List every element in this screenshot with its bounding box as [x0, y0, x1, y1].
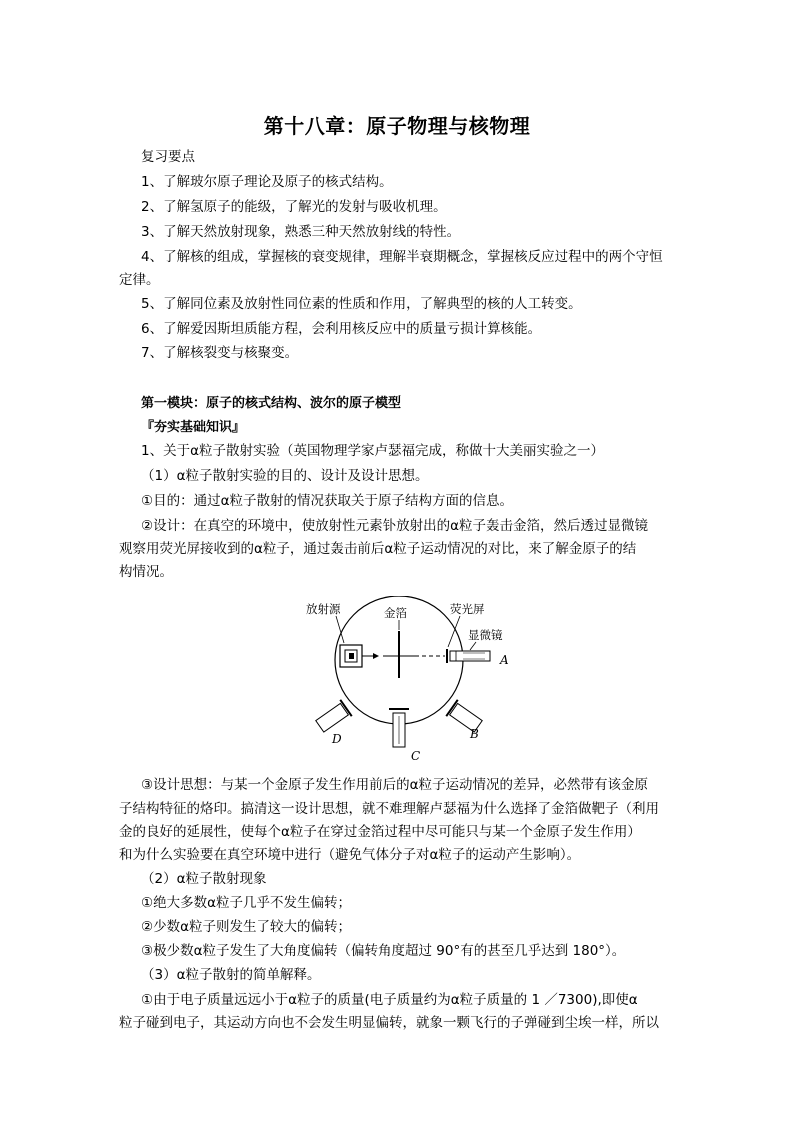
review-item-continued: 定律。: [119, 272, 160, 288]
paragraph: （2）α粒子散射现象: [141, 871, 267, 887]
review-item: 1、了解玻尔原子理论及原子的核式结构。: [141, 174, 393, 190]
paragraph-continued: 金的良好的延展性，使每个α粒子在穿过金箔过程中尽可能只与某一个金原子发生作用）: [119, 824, 641, 840]
review-item: 3、了解天然放射现象，熟悉三种天然放射线的特性。: [141, 224, 461, 240]
paragraph: ①绝大多数α粒子几乎不发生偏转；: [141, 895, 352, 911]
paragraph: ②少数α粒子则发生了较大的偏转；: [141, 919, 352, 935]
letter-c: C: [411, 749, 421, 763]
review-heading: 复习要点: [141, 149, 195, 165]
paragraph: 1、关于α粒子散射实验（英国物理学家卢瑟福完成，称做十大美丽实验之一）: [141, 443, 604, 459]
review-item: 4、了解核的组成，掌握核的衰变规律，理解半衰期概念，掌握核反应过程中的两个守恒: [141, 249, 663, 265]
paragraph: ①目的：通过α粒子散射的情况获取关于原子结构方面的信息。: [141, 493, 514, 509]
paragraph-continued: 构情况。: [119, 564, 173, 580]
module-heading: 第一模块：原子的核式结构、波尔的原子模型: [141, 396, 402, 411]
paragraph-continued: 和为什么实验要在真空环境中进行（避免气体分子对α粒子的运动产生影响）。: [119, 847, 581, 863]
letter-a: A: [500, 653, 509, 667]
microscope-c: [389, 709, 409, 747]
foil-label: 金箔: [384, 606, 407, 620]
review-item: 7、了解核裂变与核聚变。: [141, 345, 299, 361]
module-subheading: 『夯实基础知识』: [141, 420, 246, 435]
paragraph: （3）α粒子散射的简单解释。: [141, 967, 321, 983]
microscope-label: 显微镜: [468, 628, 503, 642]
paragraph: ③极少数α粒子发生了大角度偏转（偏转角度超过 90°有的甚至几乎达到 180°）。: [141, 943, 626, 959]
letter-d: D: [332, 732, 342, 746]
paragraph: ②设计：在真空的环境中，使放射性元素钋放射出的α粒子轰击金箔，然后透过显微镜: [141, 518, 649, 534]
alpha-scattering-apparatus-diagram: [300, 596, 530, 766]
review-item: 5、了解同位素及放射性同位素的性质和作用，了解典型的核的人工转变。: [141, 296, 582, 312]
beam-arrow-icon: [373, 653, 379, 659]
review-item: 2、了解氢原子的能级，了解光的发射与吸收机理。: [141, 199, 447, 215]
paragraph-continued: 观察用荧光屏接收到的α粒子，通过轰击前后α粒子运动情况的对比，来了解金原子的结: [119, 541, 637, 557]
microscope-d: [314, 700, 352, 735]
paragraph-continued: 子结构特征的烙印。搞清这一设计思想，就不难理解卢瑟福为什么选择了金箔做靶子（利用: [119, 801, 659, 817]
paragraph: ①由于电子质量远远小于α粒子的质量(电子质量约为α粒子质量的 1 ／7300),即使α: [141, 992, 638, 1008]
source-label: 放射源: [306, 602, 341, 616]
radiation-source-core: [349, 653, 354, 659]
screen-label: 荧光屏: [450, 602, 485, 616]
letter-b: B: [470, 727, 479, 741]
chapter-title: 第十八章：原子物理与核物理: [263, 114, 531, 138]
review-item: 6、了解爱因斯坦质能方程，会利用核反应中的质量亏损计算核能。: [141, 321, 542, 337]
paragraph: ③设计思想：与某一个金原子发生作用前后的α粒子运动情况的差异，必然带有该金原: [141, 777, 649, 793]
paragraph: （1）α粒子散射实验的目的、设计及设计思想。: [141, 468, 429, 484]
paragraph-continued: 粒子碰到电子，其运动方向也不会发生明显偏转，就象一颗飞行的子弹碰到尘埃一样，所以: [119, 1015, 659, 1031]
